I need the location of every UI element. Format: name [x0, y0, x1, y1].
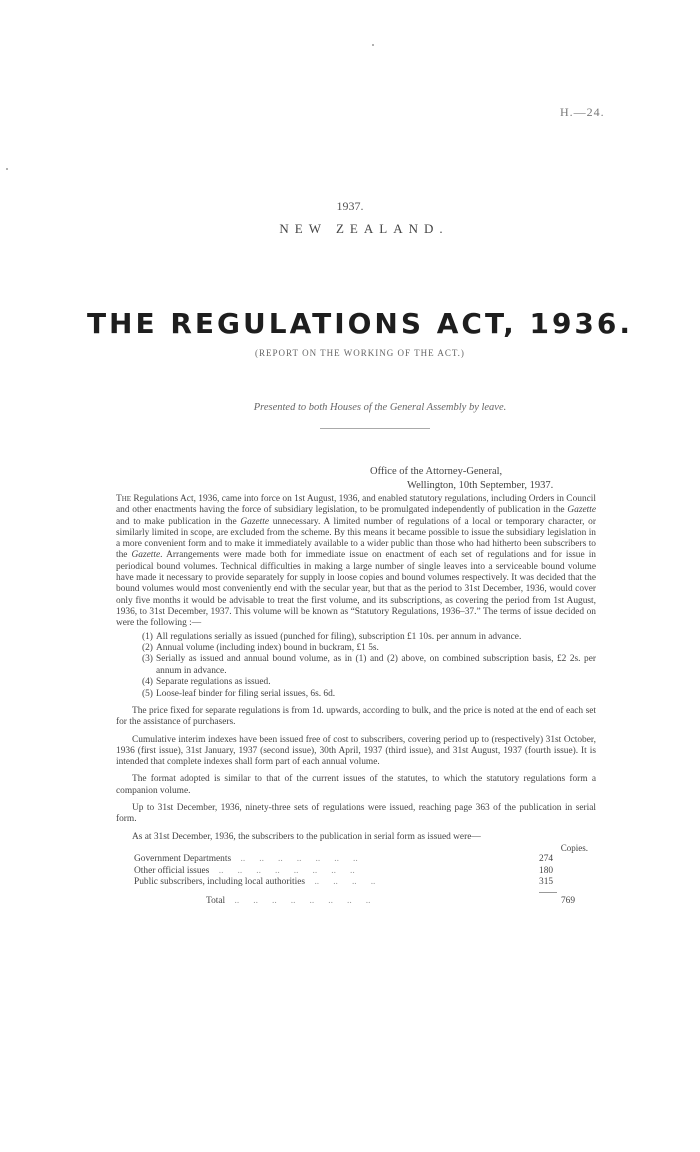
paper-speck — [6, 168, 8, 170]
row-value: 315 — [539, 877, 554, 888]
paragraph-pricing: The price fixed for separate regulations is from 1d. upwards, according to bulk, and the price is noted at the end of each set for the assistance of purchasers. — [116, 706, 596, 728]
term-number: (5) — [142, 688, 153, 699]
copies-table — [116, 843, 596, 907]
table-row — [116, 877, 596, 889]
leader-dots: .. .. .. .. .. .. .. .. — [209, 865, 355, 876]
paper-speck — [372, 44, 374, 46]
leader-dots: .. .. .. .. .. .. .. .. — [225, 895, 371, 906]
total-label — [116, 896, 561, 908]
terms-list — [116, 632, 596, 700]
leader-dots: .. .. .. .. — [305, 877, 376, 888]
office-line-1: Office of the Attorney-General, — [370, 466, 503, 477]
term-text: All regulations serially as issued (punched for filing), subscription £1 10s. per annum in advance. — [156, 631, 522, 642]
copies-column-header: Copies. — [560, 842, 588, 853]
term-number: (2) — [142, 642, 153, 653]
total-label-text: Total — [206, 895, 226, 906]
office-address — [370, 465, 553, 493]
presented-note: Presented to both Houses of the General Assembly by leave. — [253, 402, 507, 413]
row-label-text: Public subscribers, including local authorities — [134, 877, 306, 888]
term-text: Annual volume (including index) bound in buckram, £1 5s. — [156, 642, 379, 653]
report-body — [116, 494, 596, 907]
gazette-italic: Gazette — [131, 550, 161, 561]
paragraph-issued: Up to 31st December, 1936, ninety-three sets of regulations were issued, reaching page 363 of the publication in serial form. — [116, 803, 596, 825]
paragraph-indexes: Cumulative interim indexes have been issued free of cost to subscribers, covering period up to (respectively) 31st October, 1936 (first issue), 31st January, 1937 (second issue), 30th April, 1937 (third issue), and 31st August, 1937 (fourth issue). It is intended that complete indexes shall form part of each annual volume. — [116, 734, 596, 768]
total-row — [116, 896, 596, 908]
row-label — [116, 854, 539, 866]
lead-word: The — [116, 494, 132, 504]
table-row — [116, 854, 596, 866]
row-value: 274 — [539, 854, 554, 865]
term-text: Loose-leaf binder for filing serial issues, 6s. 6d. — [156, 688, 336, 699]
term-number: (4) — [142, 677, 153, 688]
country-heading: NEW ZEALAND. — [279, 221, 449, 236]
divider-rule — [320, 428, 430, 429]
term-item — [116, 632, 596, 643]
leader-dots: .. .. .. .. .. .. .. — [231, 854, 358, 865]
paragraph-intro — [116, 494, 596, 630]
term-number: (3) — [142, 654, 153, 665]
paragraph-subscribers: As at 31st December, 1936, the subscribers to the publication in serial form as issued were— — [132, 831, 481, 842]
row-label-text: Other official issues — [134, 865, 210, 876]
row-label — [116, 866, 539, 878]
text-run: and to make publication in the — [116, 516, 241, 527]
document-title: THE REGULATIONS ACT, 1936. — [86, 307, 634, 340]
term-item — [116, 677, 596, 688]
term-text: Separate regulations as issued. — [156, 677, 271, 688]
term-number: (1) — [142, 631, 153, 642]
term-text: Serially as issued and annual bound volume, as in (1) and (2) above, on combined subscription basis, £2 2s. per annum in advance. — [156, 654, 596, 676]
text-run: unnecessary. A limited number of regulations of a local or temporary character, or similarly limited in scope, are excluded from the scheme. By this means it became possible to issue the subsidiary legislation in a more convenient form and to make it immediately available to a wider public than those who had hitherto been subscribers to the — [116, 516, 596, 561]
sum-rule — [539, 892, 557, 893]
table-row — [116, 866, 596, 878]
office-line-2: Wellington, 10th September, 1937. — [407, 480, 554, 491]
page-reference: H.—24. — [560, 105, 605, 119]
row-label — [116, 877, 539, 889]
row-label-text: Government Departments — [134, 854, 232, 865]
total-value: 769 — [560, 895, 575, 906]
paragraph-format: The format adopted is similar to that of the current issues of the statutes, to which the statutory regulations form a companion volume. — [116, 774, 596, 796]
gazette-italic: Gazette — [240, 516, 270, 527]
row-value: 180 — [539, 865, 554, 876]
text-run: . Arrangements were made both for immediate issue on enactment of each set of regulations and for issue in periodical bound volumes. Technical difficulties in making a large number of single leaves into a serviceable bound volume have made it necessary to provide separately for supply in loose copies and bound volumes respectively. It was decided that the bound volumes would most conveniently end with the secular year, but that as the period to 31st December, 1936, would cover only five months it would be advisable to treat the first volume, and its subscriptions, as covering the period from 1st August, 1936, to 31st December, 1937. This volume will be known as “Statutory Regulations, 1936–37.” The terms of issue decided on were the following :— — [116, 550, 596, 629]
term-item — [116, 654, 596, 677]
term-item — [116, 643, 596, 654]
term-item — [116, 689, 596, 700]
document-subtitle: (REPORT ON THE WORKING OF THE ACT.) — [255, 348, 465, 358]
text-run: Regulations Act, 1936, came into force on 1st August, 1936, and enabled statutory regulations, including Orders in Council and other enactments having the force of subsidiary legislation, to be promulgated independently of publication in the — [116, 494, 596, 516]
gazette-italic: Gazette — [567, 505, 596, 516]
document-year: 1937. — [336, 199, 364, 213]
